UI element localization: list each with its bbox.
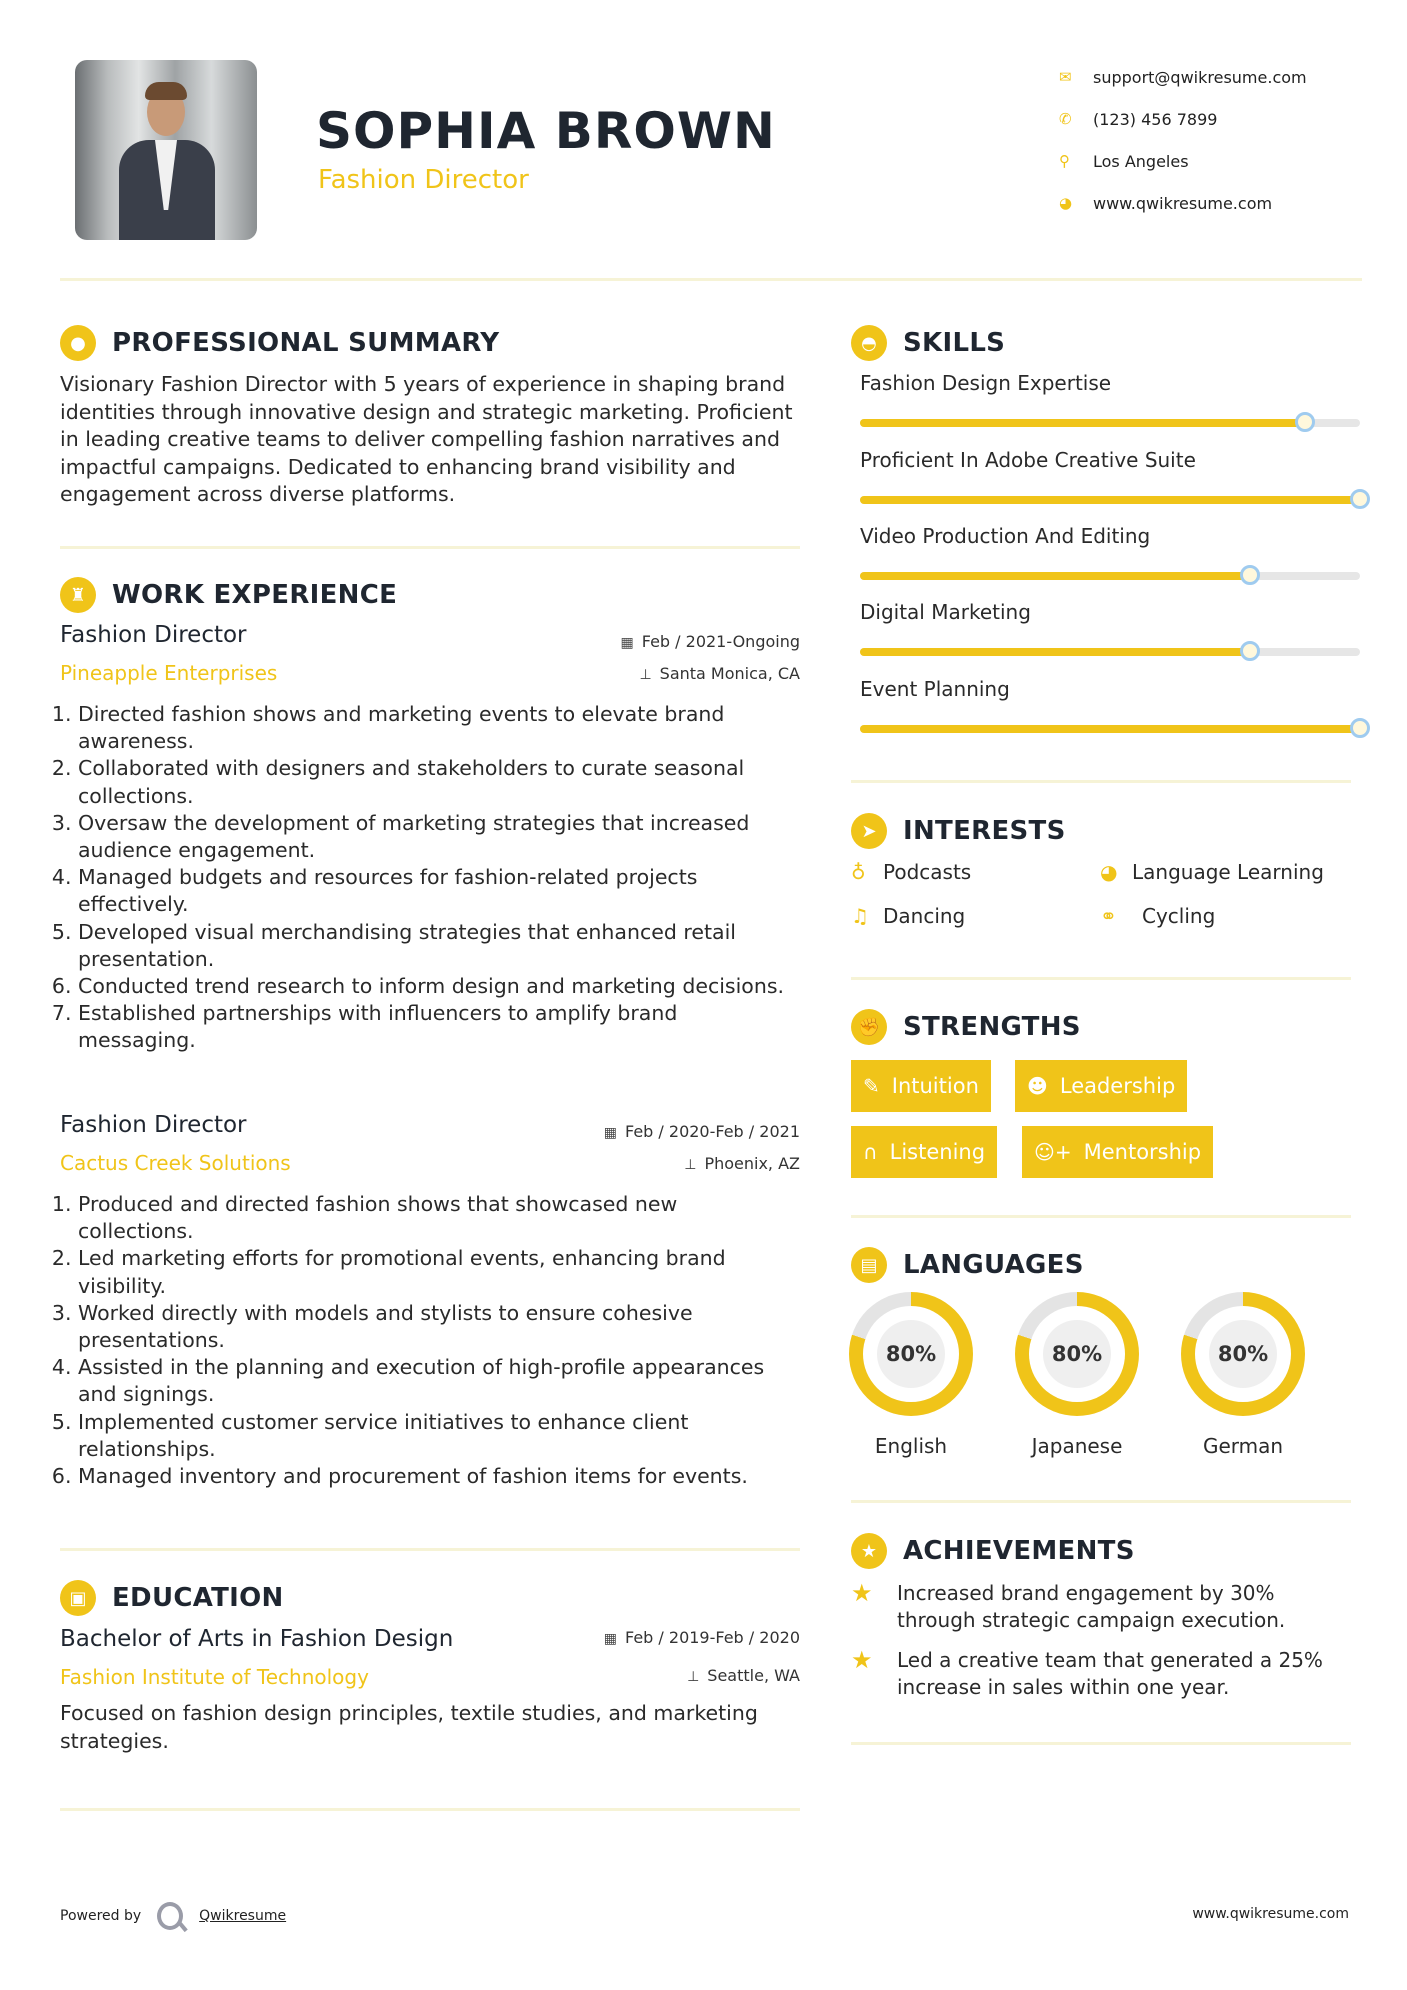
duty-item: 5. Developed visual merchandising strategies that enhanced retail presentation. xyxy=(78,919,796,973)
achievement-text: Increased brand engagement by 30% through strategic campaign execution. xyxy=(897,1581,1286,1632)
contact-email-text: support@qwikresume.com xyxy=(1093,67,1307,87)
language-progress-ring xyxy=(1181,1292,1305,1416)
photo-hair-shape xyxy=(145,82,187,100)
interest-item xyxy=(851,860,971,884)
strengths-heading xyxy=(851,1009,1081,1045)
language-label: Japanese xyxy=(1031,1434,1123,1458)
job-1-dates xyxy=(621,632,800,651)
language-percent: 80% xyxy=(1209,1320,1277,1388)
strength-label: Leadership xyxy=(1059,1074,1176,1098)
skill-bar xyxy=(860,572,1360,580)
duty-item: 3. Oversaw the development of marketing strategies that increased audience engagement. xyxy=(78,810,796,864)
experience-divider xyxy=(60,1548,800,1551)
contact-website-text: www.qwikresume.com xyxy=(1093,193,1273,213)
calendar-icon: ▦ xyxy=(603,1125,617,1141)
experience-title: WORK EXPERIENCE xyxy=(112,580,398,610)
job-1-location xyxy=(639,664,800,683)
strengths-title: STRENGTHS xyxy=(903,1012,1081,1042)
skill-bar-knob[interactable] xyxy=(1295,412,1315,432)
shooting-star-icon: ★ xyxy=(851,1646,873,1674)
skills-divider xyxy=(851,780,1351,783)
skill-bar xyxy=(860,725,1360,733)
language-item xyxy=(1181,1292,1305,1458)
duty-item: 1. Directed fashion shows and marketing events to elevate brand awareness. xyxy=(78,701,796,755)
calendar-icon: ▦ xyxy=(603,1631,617,1647)
qwikresume-link[interactable]: Qwikresume xyxy=(199,1908,287,1924)
strength-chip xyxy=(1015,1060,1187,1112)
job-1-dates-text: Feb / 2021-Ongoing xyxy=(641,632,800,651)
strength-chip xyxy=(851,1126,997,1178)
interest-item xyxy=(1100,904,1215,928)
skill-bar-fill xyxy=(860,419,1305,427)
education-location-text: Seattle, WA xyxy=(707,1666,800,1685)
education-heading xyxy=(60,1580,284,1616)
shooting-star-icon: ★ xyxy=(851,1579,873,1607)
strengths-divider xyxy=(851,1215,1351,1218)
interest-item xyxy=(1100,860,1324,884)
skill-bar-fill xyxy=(860,572,1250,580)
strength-chip xyxy=(1022,1126,1213,1178)
job-2-title: Fashion Director xyxy=(60,1112,247,1138)
skill-label: Video Production And Editing xyxy=(860,524,1151,548)
contact-location-text: Los Angeles xyxy=(1093,151,1189,171)
candidate-title: Fashion Director xyxy=(318,165,529,195)
duty-item: 2. Collaborated with designers and stakeholders to curate seasonal collections. xyxy=(78,755,796,809)
strength-chip xyxy=(851,1060,991,1112)
interests-heading xyxy=(851,813,1066,849)
contact-list xyxy=(1055,56,1307,224)
duty-item: 2. Led marketing efforts for promotional events, enhancing brand visibility. xyxy=(78,1245,796,1299)
globe-icon: ◕ xyxy=(1100,860,1118,884)
skill-bar xyxy=(860,648,1360,656)
skill-bar xyxy=(860,419,1360,427)
skill-item xyxy=(860,524,1370,580)
skill-bar-fill xyxy=(860,648,1250,656)
headphones-icon: ∩ xyxy=(863,1140,878,1164)
achievements-divider xyxy=(851,1742,1351,1745)
job-2-dates-text: Feb / 2020-Feb / 2021 xyxy=(625,1122,800,1141)
pushpin-icon: ⊥ xyxy=(639,667,652,683)
globe-icon: ◕ xyxy=(1059,194,1073,212)
user-icon: ● xyxy=(60,325,96,361)
user-plus-icon: ☺+ xyxy=(1034,1140,1072,1164)
bicycle-icon: ⚭ xyxy=(1100,904,1117,928)
languages-heading xyxy=(851,1247,1084,1283)
phone-icon: ✆ xyxy=(1059,110,1072,128)
summary-title: PROFESSIONAL SUMMARY xyxy=(112,328,500,358)
interest-label: Language Learning xyxy=(1132,860,1324,884)
skill-item xyxy=(860,371,1370,427)
job-2-location-text: Phoenix, AZ xyxy=(704,1154,800,1173)
education-degree: Bachelor of Arts in Fashion Design xyxy=(60,1626,454,1652)
education-location xyxy=(687,1666,800,1685)
education-description: Focused on fashion design principles, textile studies, and marketing strategies. xyxy=(60,1701,758,1753)
job-2-dates xyxy=(604,1122,800,1141)
language-label: English xyxy=(874,1434,948,1458)
powered-by-label: Powered by xyxy=(60,1908,142,1924)
interest-label: Cycling xyxy=(1142,904,1216,928)
contact-email[interactable] xyxy=(1055,56,1307,98)
duty-item: 3. Worked directly with models and stylists to ensure cohesive presentations. xyxy=(78,1300,796,1354)
paper-plane-icon: ➤ xyxy=(851,813,887,849)
envelope-icon: ✉ xyxy=(1059,68,1072,86)
star-badge-icon: ★ xyxy=(851,1533,887,1569)
lightbulb-icon: ◓ xyxy=(851,325,887,361)
language-percent: 80% xyxy=(877,1320,945,1388)
achievements-title: ACHIEVEMENTS xyxy=(903,1536,1135,1566)
skill-label: Digital Marketing xyxy=(860,600,1031,624)
job-1-company: Pineapple Enterprises xyxy=(60,661,278,685)
contact-website[interactable] xyxy=(1055,182,1307,224)
translate-icon: ▤ xyxy=(851,1247,887,1283)
contact-phone-text: (123) 456 7899 xyxy=(1093,109,1218,129)
education-title: EDUCATION xyxy=(112,1583,284,1613)
education-dates-text: Feb / 2019-Feb / 2020 xyxy=(625,1628,800,1647)
skill-item xyxy=(860,600,1370,656)
skill-bar xyxy=(860,496,1360,504)
job-2-location xyxy=(684,1154,800,1173)
magic-wand-icon: ✎ xyxy=(863,1074,880,1098)
footer-website[interactable]: www.qwikresume.com xyxy=(1192,1906,1349,1922)
pushpin-icon: ⊥ xyxy=(684,1157,697,1173)
microphone-icon: ♁ xyxy=(851,860,866,884)
duty-item: 7. Established partnerships with influencers to amplify brand messaging. xyxy=(78,1000,796,1054)
language-percent: 80% xyxy=(1043,1320,1111,1388)
education-school: Fashion Institute of Technology xyxy=(60,1665,369,1689)
calendar-icon: ▦ xyxy=(620,635,634,651)
skills-title: SKILLS xyxy=(903,328,1006,358)
skill-label: Event Planning xyxy=(860,677,1010,701)
contact-phone[interactable] xyxy=(1055,98,1307,140)
job-2-duties xyxy=(56,1191,796,1490)
achievement-item xyxy=(851,1580,1351,1634)
duty-item: 4. Assisted in the planning and execution of high-profile appearances and signings. xyxy=(78,1354,796,1408)
job-1-title: Fashion Director xyxy=(60,622,247,648)
experience-heading xyxy=(60,577,397,613)
language-progress-ring xyxy=(1015,1292,1139,1416)
achievement-item xyxy=(851,1647,1351,1701)
skill-bar-fill xyxy=(860,496,1360,504)
footer-powered-by xyxy=(60,1902,286,1930)
duty-item: 1. Produced and directed fashion shows that showcased new collections. xyxy=(78,1191,796,1245)
summary-heading xyxy=(60,325,499,361)
raised-fist-icon: ✊ xyxy=(851,1009,887,1045)
skill-label: Proficient In Adobe Creative Suite xyxy=(860,448,1196,472)
job-1-duties xyxy=(56,701,796,1055)
pushpin-icon: ⊥ xyxy=(687,1669,700,1685)
users-icon: ☻ xyxy=(1027,1074,1048,1098)
strength-label: Mentorship xyxy=(1083,1140,1202,1164)
interests-divider xyxy=(851,977,1351,980)
qwikresume-logo-icon xyxy=(157,1902,183,1930)
interest-label: Dancing xyxy=(883,904,966,928)
achievement-text: Led a creative team that generated a 25% increase in sales within one year. xyxy=(897,1648,1323,1699)
duty-item: 4. Managed budgets and resources for fashion-related projects effectively. xyxy=(78,864,796,918)
achievements-heading xyxy=(851,1533,1135,1569)
graduate-icon: ▣ xyxy=(60,1580,96,1616)
header-divider xyxy=(60,278,1362,281)
skill-bar-knob[interactable] xyxy=(1240,565,1260,585)
music-note-icon: ♫ xyxy=(851,904,869,928)
education-dates xyxy=(604,1628,800,1647)
language-item xyxy=(1015,1292,1139,1458)
skill-label: Fashion Design Expertise xyxy=(860,371,1112,395)
skill-bar-knob[interactable] xyxy=(1240,641,1260,661)
skill-item xyxy=(860,448,1370,504)
duty-item: 5. Implemented customer service initiatives to enhance client relationships. xyxy=(78,1409,796,1463)
duty-item: 6. Conducted trend research to inform design and marketing decisions. xyxy=(78,973,796,1000)
duty-item: 6. Managed inventory and procurement of fashion items for events. xyxy=(78,1463,796,1490)
skill-bar-fill xyxy=(860,725,1360,733)
interest-item xyxy=(851,904,965,928)
summary-text: Visionary Fashion Director with 5 years of experience in shaping brand identities through innovative design and strategic marketing. Proficient in leading creative teams to deliver compelling fashion narratives and impactful campaigns. Dedicated to enhancing brand visibility and engagement across diverse platforms. xyxy=(60,372,793,506)
job-2-company: Cactus Creek Solutions xyxy=(60,1151,291,1175)
languages-divider xyxy=(851,1500,1351,1503)
interest-label: Podcasts xyxy=(883,860,972,884)
language-progress-ring xyxy=(849,1292,973,1416)
strength-label: Intuition xyxy=(891,1074,979,1098)
languages-title: LANGUAGES xyxy=(903,1250,1084,1280)
skill-bar-knob[interactable] xyxy=(1350,718,1370,738)
contact-location xyxy=(1055,140,1307,182)
skills-heading xyxy=(851,325,1005,361)
candidate-name: SOPHIA BROWN xyxy=(316,102,776,160)
language-label: German xyxy=(1202,1434,1284,1458)
strength-label: Listening xyxy=(889,1140,986,1164)
profile-photo xyxy=(75,60,257,240)
skill-item xyxy=(860,677,1370,733)
language-item xyxy=(849,1292,973,1458)
map-pin-icon: ⚲ xyxy=(1059,152,1070,170)
skill-bar-knob[interactable] xyxy=(1350,489,1370,509)
summary-divider xyxy=(60,546,800,549)
interests-title: INTERESTS xyxy=(903,816,1066,846)
job-1-location-text: Santa Monica, CA xyxy=(659,664,800,683)
education-divider xyxy=(60,1808,800,1811)
office-chair-icon: ♜ xyxy=(60,577,96,613)
